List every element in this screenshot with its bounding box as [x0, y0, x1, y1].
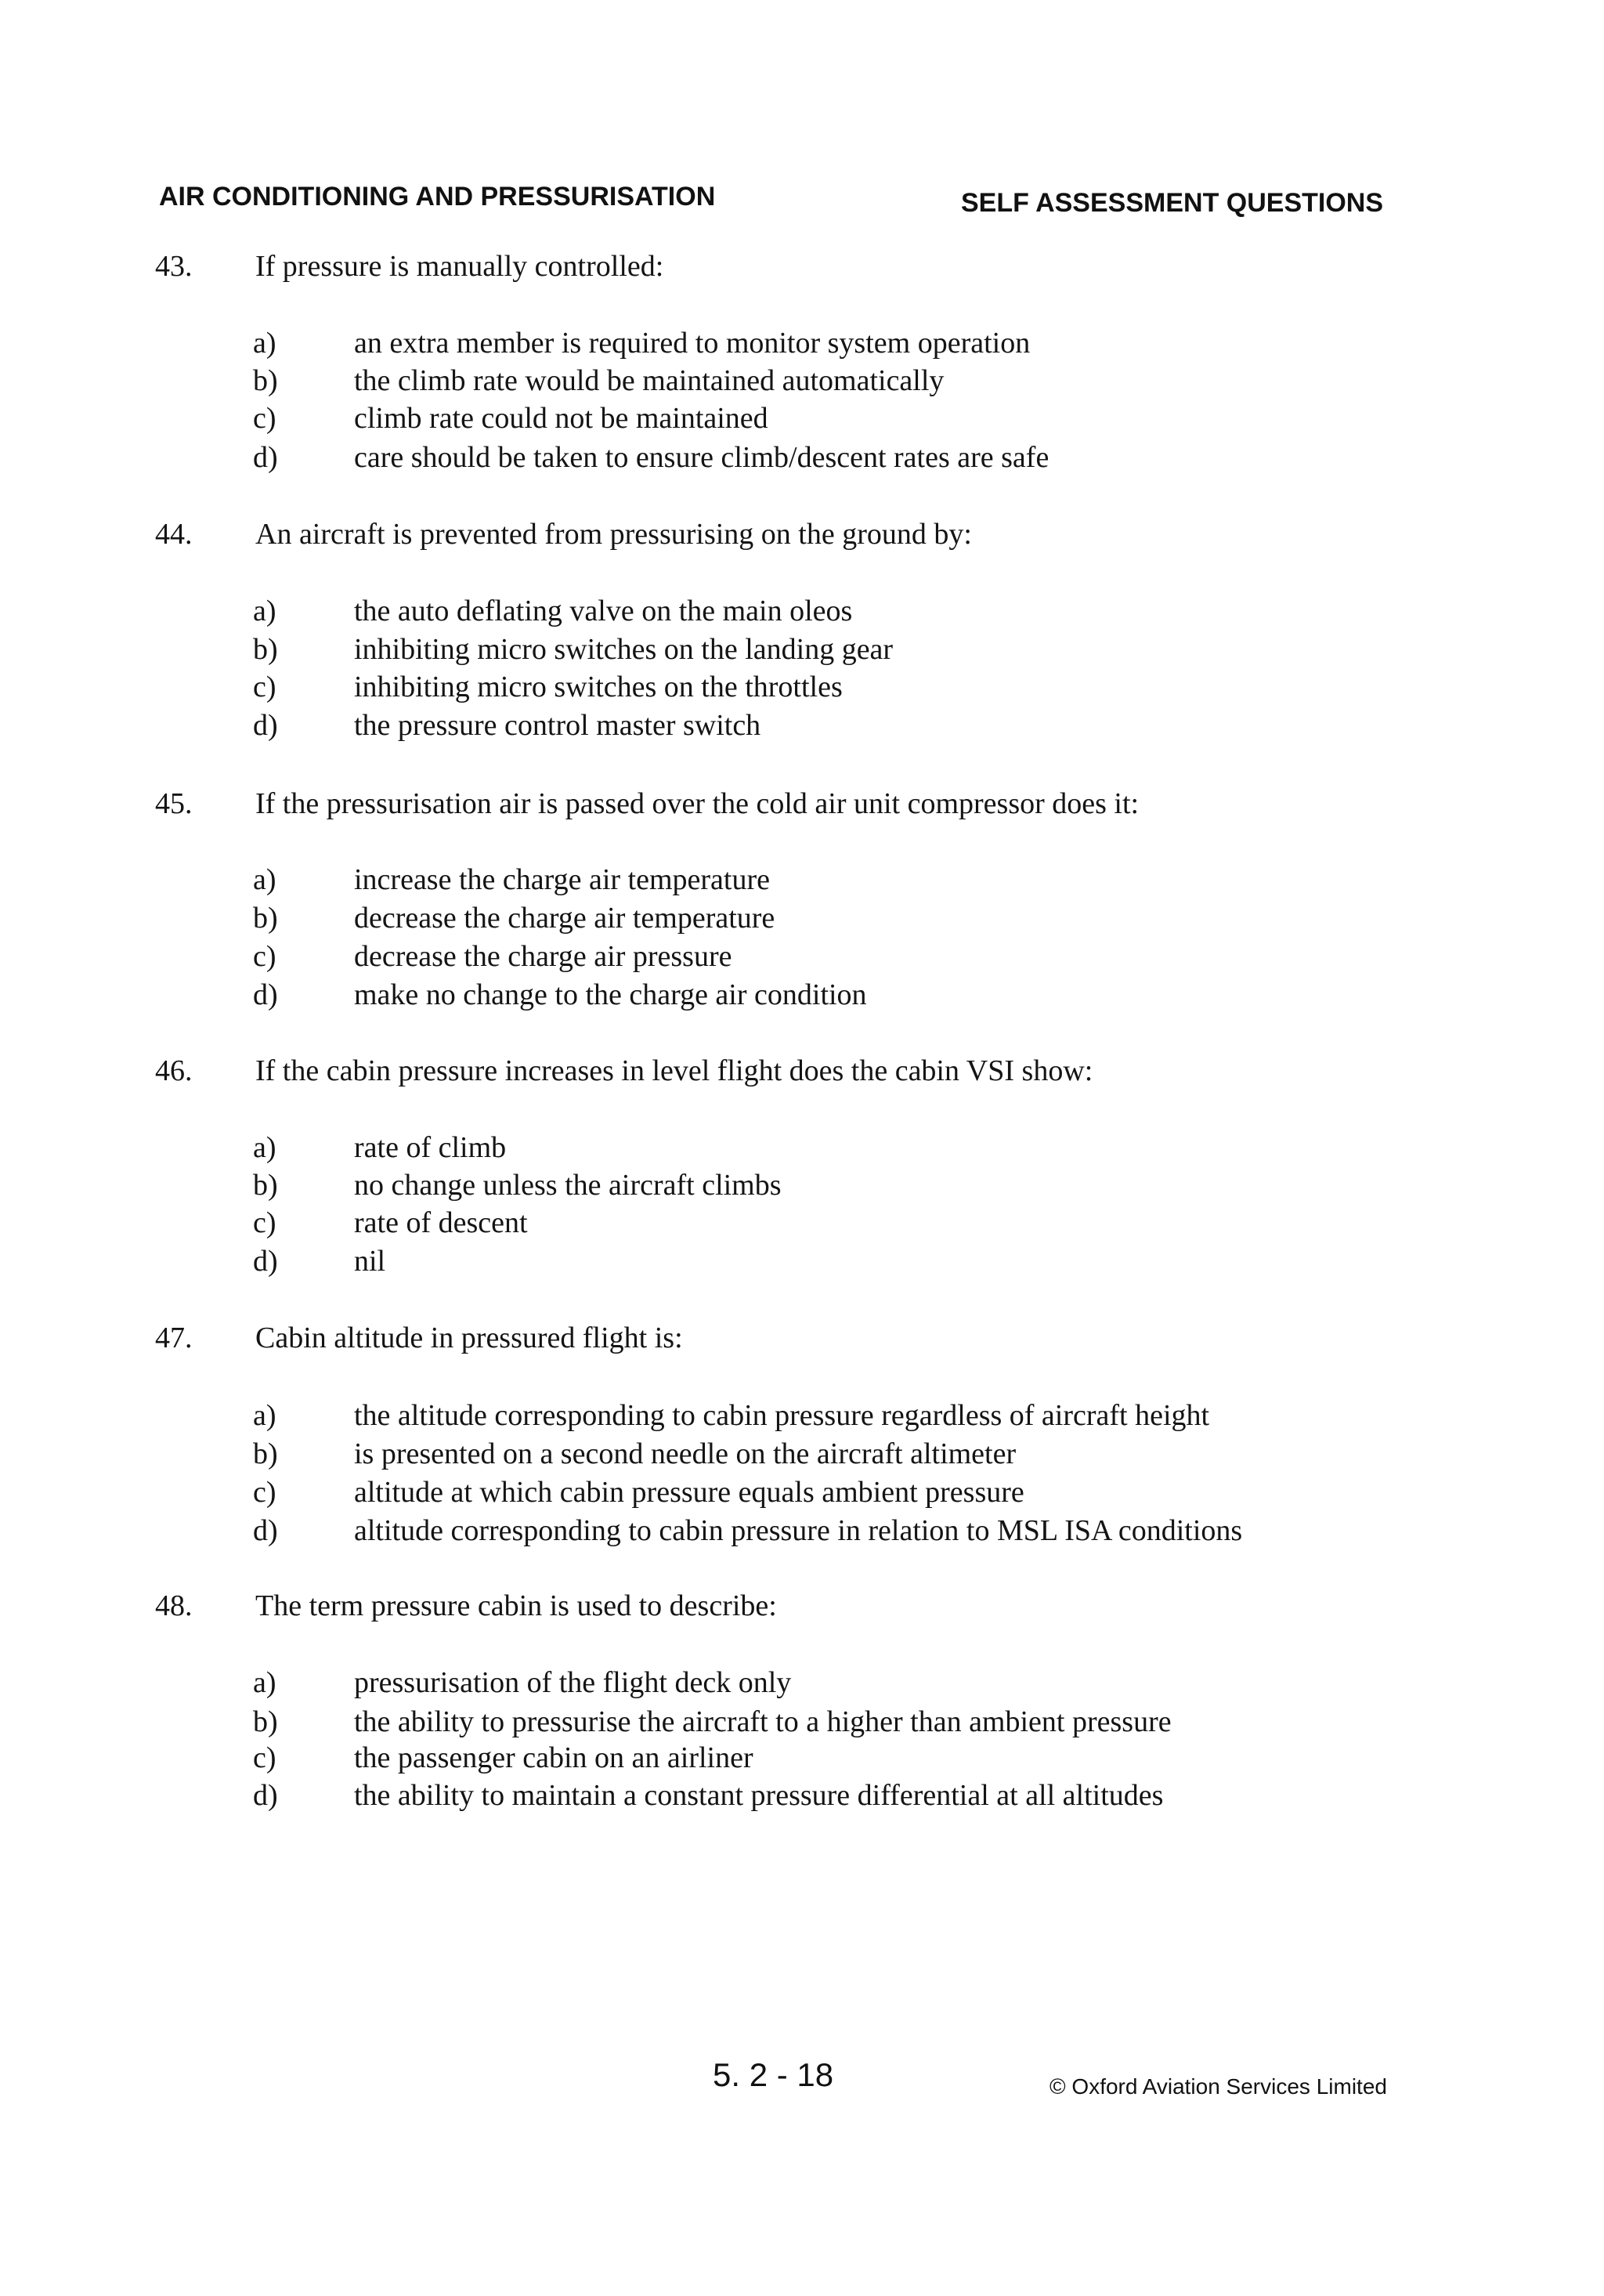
- option-48-b: [0, 1705, 1604, 1742]
- option-text: is presented on a second needle on the aircraft altimeter: [354, 1437, 1017, 1470]
- question-number: 48.: [155, 1589, 193, 1622]
- question-number: 44.: [155, 518, 193, 551]
- option-text: the passenger cabin on an airliner: [354, 1741, 753, 1774]
- option-letter: d): [253, 1245, 278, 1278]
- option-43-b: [0, 363, 1604, 401]
- option-44-a: [0, 594, 1604, 631]
- option-text: pressurisation of the flight deck only: [354, 1666, 792, 1699]
- option-letter: a): [253, 1131, 276, 1164]
- option-text: no change unless the aircraft climbs: [354, 1169, 782, 1202]
- option-letter: b): [253, 633, 278, 666]
- option-text: the altitude corresponding to cabin pressure regardless of aircraft height: [354, 1399, 1210, 1432]
- option-45-c: [0, 939, 1604, 977]
- section-title: AIR CONDITIONING AND PRESSURISATION: [159, 182, 716, 212]
- option-letter: c): [253, 1741, 276, 1774]
- question-number: 46.: [155, 1054, 193, 1087]
- option-48-a: [0, 1665, 1604, 1703]
- option-45-a: [0, 862, 1604, 900]
- question-text: If the cabin pressure increases in level flight does the cabin VSI show:: [255, 1054, 1093, 1087]
- option-letter: c): [253, 402, 276, 435]
- option-text: an extra member is required to monitor system operation: [354, 327, 1031, 360]
- option-45-d: [0, 978, 1604, 1015]
- question-text: An aircraft is prevented from pressurising on the ground by:: [255, 518, 972, 551]
- option-text: rate of climb: [354, 1131, 507, 1164]
- option-43-d: [0, 440, 1604, 478]
- option-letter: c): [253, 1476, 276, 1509]
- question-text: If the pressurisation air is passed over the cold air unit compressor does it:: [255, 787, 1140, 820]
- option-text: the ability to maintain a constant pressure differential at all altitudes: [354, 1779, 1164, 1812]
- option-letter: a): [253, 595, 276, 627]
- option-letter: d): [253, 1779, 278, 1812]
- option-letter: b): [253, 902, 278, 935]
- option-45-b: [0, 901, 1604, 938]
- option-text: the climb rate would be maintained automatically: [354, 364, 945, 397]
- option-text: rate of descent: [354, 1206, 528, 1239]
- option-letter: b): [253, 364, 278, 397]
- option-letter: c): [253, 940, 276, 973]
- option-letter: b): [253, 1437, 278, 1470]
- option-letter: c): [253, 671, 276, 703]
- question-number: 43.: [155, 250, 193, 283]
- option-letter: b): [253, 1705, 278, 1738]
- option-text: make no change to the charge air condition: [354, 978, 867, 1011]
- option-43-a: [0, 326, 1604, 363]
- option-46-d: [0, 1244, 1604, 1282]
- option-46-c: [0, 1206, 1604, 1243]
- option-text: nil: [354, 1245, 386, 1278]
- question-text: If pressure is manually controlled:: [255, 250, 664, 283]
- page-number: 5. 2 - 18: [713, 2056, 834, 2093]
- option-letter: d): [253, 709, 278, 742]
- option-text: the auto deflating valve on the main oleos: [354, 595, 853, 627]
- option-44-b: [0, 632, 1604, 670]
- option-letter: d): [253, 978, 278, 1011]
- option-text: the pressure control master switch: [354, 709, 761, 742]
- question-number: 47.: [155, 1322, 193, 1354]
- option-letter: c): [253, 1206, 276, 1239]
- option-44-d: [0, 708, 1604, 746]
- question-text: The term pressure cabin is used to describe:: [255, 1589, 777, 1622]
- option-48-c: [0, 1741, 1604, 1778]
- option-47-a: [0, 1398, 1604, 1436]
- option-letter: a): [253, 327, 276, 360]
- option-text: altitude corresponding to cabin pressure in relation to MSL ISA conditions: [354, 1514, 1243, 1547]
- option-text: care should be taken to ensure climb/descent rates are safe: [354, 441, 1049, 474]
- option-letter: b): [253, 1169, 278, 1202]
- option-47-b: [0, 1437, 1604, 1474]
- option-text: decrease the charge air pressure: [354, 940, 732, 973]
- option-text: the ability to pressurise the aircraft to a higher than ambient pressure: [354, 1705, 1172, 1738]
- copyright-notice: © Oxford Aviation Services Limited: [1049, 2074, 1387, 2099]
- option-letter: a): [253, 1399, 276, 1432]
- option-43-c: [0, 401, 1604, 439]
- question-number: 45.: [155, 787, 193, 820]
- option-46-b: [0, 1168, 1604, 1206]
- option-47-d: [0, 1513, 1604, 1551]
- question-text: Cabin altitude in pressured flight is:: [255, 1322, 683, 1354]
- option-text: inhibiting micro switches on the throttles: [354, 671, 843, 703]
- option-46-a: [0, 1130, 1604, 1168]
- option-letter: d): [253, 1514, 278, 1547]
- option-text: climb rate could not be maintained: [354, 402, 768, 435]
- option-44-c: [0, 670, 1604, 707]
- option-47-c: [0, 1475, 1604, 1513]
- option-48-d: [0, 1778, 1604, 1816]
- section-subtitle: SELF ASSESSMENT QUESTIONS: [961, 188, 1384, 218]
- option-text: decrease the charge air temperature: [354, 902, 775, 935]
- option-letter: d): [253, 441, 278, 474]
- option-letter: a): [253, 863, 276, 896]
- option-text: altitude at which cabin pressure equals ambient pressure: [354, 1476, 1024, 1509]
- option-text: increase the charge air temperature: [354, 863, 770, 896]
- option-text: inhibiting micro switches on the landing gear: [354, 633, 894, 666]
- option-letter: a): [253, 1666, 276, 1699]
